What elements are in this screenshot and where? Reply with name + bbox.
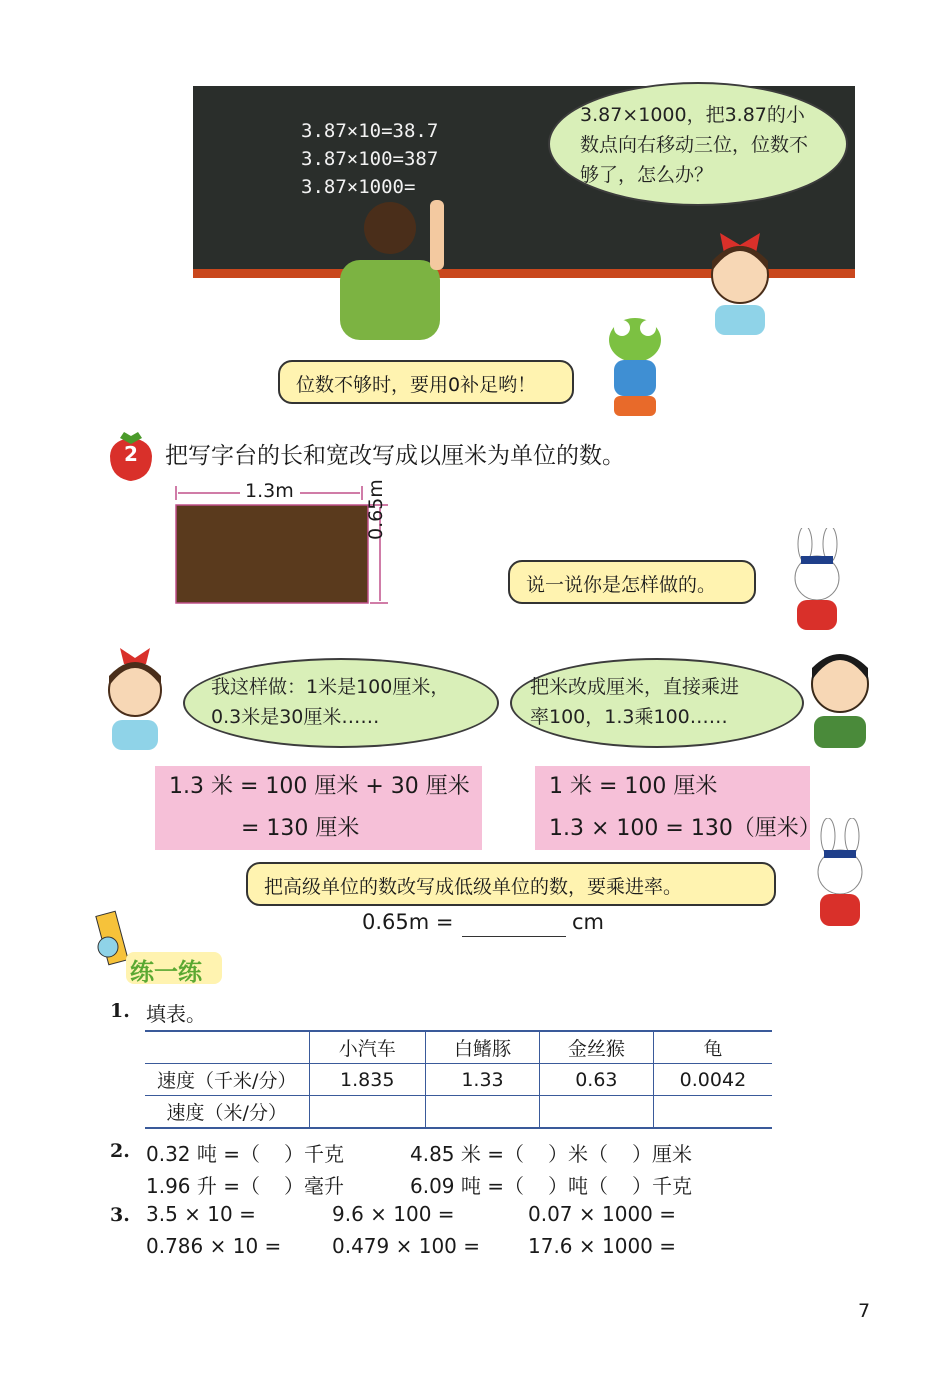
conversion-blank[interactable]	[462, 936, 566, 937]
q3-item-6: 17.6 × 1000 =	[528, 1234, 677, 1258]
table-cell: 速度（米/分）	[145, 1096, 309, 1129]
q2-item-4-b: ）吨（	[548, 1174, 609, 1198]
q3-item-5: 0.479 × 100 =	[332, 1234, 481, 1258]
boy-bubble-line-1: 把米改成厘米，直接乘进	[530, 676, 740, 698]
q2-item-2	[410, 1138, 692, 1167]
table-header-cell: 金丝猴	[539, 1031, 653, 1064]
table-answer-cell[interactable]	[653, 1096, 772, 1129]
boy-bubble-line-2: 率100，1.3乘100……	[530, 706, 728, 728]
girl-thought-bubble-1	[548, 82, 848, 206]
q2-item-3-a: 1.96 升 =（	[146, 1174, 261, 1198]
q2-item-2-b: ）米（	[548, 1142, 609, 1166]
frog-illustration	[600, 310, 670, 420]
girl-bubble-1-line-1: 3.87×1000，把3.87的小	[580, 104, 805, 126]
q2-item-1	[146, 1138, 344, 1167]
table-row	[145, 1096, 772, 1129]
boy-method-line-1: 1 米 = 100 厘米	[549, 774, 718, 799]
rabbit-tip-bubble-1: 说一说你是怎样做的。	[508, 560, 756, 604]
q3-item-2: 9.6 × 100 =	[332, 1202, 455, 1226]
q2-item-4-c: ）千克	[632, 1174, 693, 1198]
girl-bubble-2-line-1: 我这样做：1米是100厘米，	[211, 676, 450, 698]
table-cell: 速度（千米/分）	[145, 1064, 309, 1096]
table-answer-cell[interactable]	[309, 1096, 426, 1129]
page-number: 7	[858, 1300, 871, 1322]
q2-item-2-a: 4.85 米 =（	[410, 1142, 525, 1166]
q2-item-1-a: 0.32 吨 =（	[146, 1142, 261, 1166]
boy-thought-bubble	[510, 658, 804, 748]
table-header-cell: 小汽车	[309, 1031, 426, 1064]
rabbit-illustration-2	[800, 818, 880, 938]
q2-item-4-a: 6.09 吨 =（	[410, 1174, 525, 1198]
q1-text: 填表。	[146, 1002, 206, 1026]
q1-number: 1.	[110, 1000, 130, 1022]
practice-title: 练一练	[130, 958, 202, 986]
girl-method-line-2: = 130 厘米	[241, 816, 360, 841]
girl-bubble-2-line-2: 0.3米是30厘米……	[211, 706, 380, 728]
width-label: 0.65m	[365, 479, 387, 540]
girl-bubble-1-line-3: 够了，怎么办？	[580, 164, 714, 186]
speed-table	[145, 1030, 772, 1129]
table-cell: 1.33	[426, 1064, 540, 1096]
table-answer-cell[interactable]	[426, 1096, 540, 1129]
example-number: 2	[124, 442, 138, 466]
q2-item-3-b: ）毫升	[284, 1174, 345, 1198]
boy-illustration	[800, 640, 880, 750]
board-line-3: 3.87×1000=	[301, 176, 416, 198]
example-title: 把写字台的长和宽改写成以厘米为单位的数。	[165, 443, 625, 469]
girl-thought-bubble-2	[183, 658, 499, 748]
girl-method-line-1: 1.3 米 = 100 厘米 + 30 厘米	[169, 774, 470, 799]
q3-item-1: 3.5 × 10 =	[146, 1202, 256, 1226]
table-header-cell: 白鳍豚	[426, 1031, 540, 1064]
boy-method-line-2: 1.3 × 100 = 130（厘米）	[549, 816, 821, 841]
table-header-row	[145, 1031, 772, 1064]
conversion-unit: cm	[572, 910, 605, 934]
table-row	[145, 1064, 772, 1096]
q3-number: 3.	[110, 1204, 130, 1226]
q2-item-4	[410, 1170, 692, 1199]
rabbit-tip-bubble-2: 把高级单位的数改写成低级单位的数，要乘进率。	[246, 862, 776, 906]
q2-number: 2.	[110, 1140, 130, 1162]
teacher-illustration	[330, 190, 470, 340]
girl-illustration-2	[90, 640, 175, 755]
boy-method-box	[535, 766, 821, 850]
girl-bubble-1-line-2: 数点向右移动三位，位数不	[580, 134, 809, 156]
table-cell: 0.0042	[653, 1064, 772, 1096]
table-cell: 0.63	[539, 1064, 653, 1096]
q2-item-2-c: ）厘米	[632, 1142, 693, 1166]
table-answer-cell[interactable]	[539, 1096, 653, 1129]
length-label: 1.3m	[245, 480, 294, 502]
rabbit-illustration-1	[775, 528, 860, 633]
q3-item-3: 0.07 × 1000 =	[528, 1202, 677, 1226]
girl-method-box	[155, 766, 482, 850]
board-line-1: 3.87×10=38.7	[301, 120, 439, 142]
table-header-cell	[145, 1031, 309, 1064]
girl-illustration-1	[695, 215, 785, 335]
q2-item-3	[146, 1170, 344, 1199]
q2-item-1-b: ）千克	[284, 1142, 345, 1166]
q3-item-4: 0.786 × 10 =	[146, 1234, 282, 1258]
frog-tip-bubble: 位数不够时，要用0补足哟！	[278, 360, 574, 404]
board-line-2: 3.87×100=387	[301, 148, 439, 170]
conversion-left: 0.65m =	[362, 910, 454, 934]
table-header-cell: 龟	[653, 1031, 772, 1064]
table-cell: 1.835	[309, 1064, 426, 1096]
